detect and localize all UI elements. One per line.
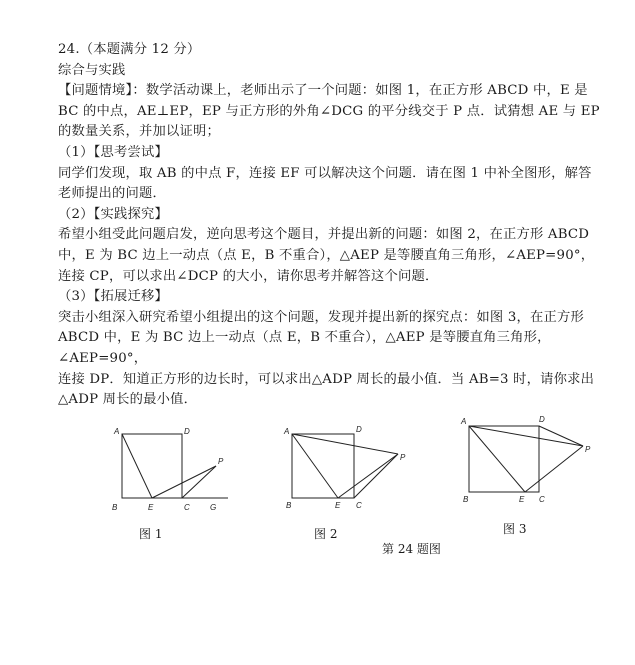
part3-line-2: ABCD 中，E 为 BC 边上一动点（点 E，B 不重合），△AEP 是等腰直角三角形，∠AEP=90°， bbox=[58, 330, 551, 366]
part3-title: （3）【拓展迁移】 bbox=[58, 289, 168, 305]
segment-ep bbox=[152, 466, 216, 498]
part1-line-2: 老师提出的问题． bbox=[58, 186, 166, 202]
figure-1 bbox=[100, 420, 240, 520]
segment-dp bbox=[539, 426, 583, 446]
point-a: A bbox=[114, 427, 120, 436]
segment-ep bbox=[525, 446, 583, 492]
segment-ep bbox=[338, 454, 398, 498]
figure-2-caption: 图 2 bbox=[314, 527, 338, 541]
point-p: P bbox=[218, 457, 224, 466]
segment-ae bbox=[292, 434, 338, 498]
segment-ap bbox=[292, 434, 398, 454]
segment-ap bbox=[469, 426, 583, 446]
section-title: 综合与实践 bbox=[58, 62, 126, 78]
figure-2-diagram bbox=[278, 418, 418, 518]
part1-title: （1）【思考尝试】 bbox=[58, 144, 168, 160]
intro-line-1: 【问题情境】：数学活动课上，老师出示了一个问题：如图 1，在正方形 ABCD 中，E 是 bbox=[58, 83, 588, 99]
square-abcd bbox=[469, 426, 539, 492]
point-e: E bbox=[335, 501, 341, 510]
bisector-cp bbox=[182, 466, 216, 498]
part3-line-3: 连接 DP．知道正方形的边长时，可以求出△ADP 周长的最小值．当 AB=3 时，请你求出 bbox=[58, 371, 595, 387]
figure-1-diagram bbox=[100, 420, 240, 520]
point-p: P bbox=[400, 453, 406, 462]
problem-header: 24.（本题满分 12 分） bbox=[58, 42, 201, 57]
point-c: C bbox=[184, 503, 190, 512]
point-e: E bbox=[519, 495, 525, 504]
segment-cp bbox=[354, 454, 398, 498]
part2-title: （2）【实践探究】 bbox=[58, 206, 168, 222]
figure-3-caption: 图 3 bbox=[503, 522, 527, 536]
figure-2 bbox=[278, 418, 418, 518]
intro-line-3: 的数量关系，并加以证明； bbox=[58, 124, 220, 140]
problem-text bbox=[58, 40, 603, 411]
part3-line-1: 突击小组深入研究希望小组提出的这个问题，发现并提出新的探究点：如图 3，在正方形 bbox=[58, 309, 584, 325]
figure-3-diagram bbox=[455, 410, 595, 510]
segment-ae bbox=[122, 434, 152, 498]
part2-line-3: 连接 CP，可以求出∠DCP 的大小，请你思考并解答这个问题． bbox=[58, 268, 439, 284]
point-e: E bbox=[148, 503, 154, 512]
point-d: D bbox=[539, 415, 545, 424]
point-b: B bbox=[286, 501, 292, 510]
point-d: D bbox=[184, 427, 190, 436]
point-c: C bbox=[539, 495, 545, 504]
figure-1-caption: 图 1 bbox=[139, 527, 163, 541]
overall-figure-caption: 第 24 题图 bbox=[382, 542, 441, 556]
point-a: A bbox=[461, 417, 467, 426]
part3-line-4: △ADP 周长的最小值． bbox=[58, 392, 198, 408]
point-d: D bbox=[356, 425, 362, 434]
part2-line-1: 希望小组受此问题启发，逆向思考这个题目，并提出新的问题：如图 2，在正方形 ABCD bbox=[58, 227, 590, 243]
part1-line-1: 同学们发现，取 AB 的中点 F，连接 EF 可以解决这个问题．请在图 1 中补全图形，解答 bbox=[58, 165, 592, 181]
point-c: C bbox=[356, 501, 362, 510]
point-b: B bbox=[463, 495, 469, 504]
square-abcd bbox=[122, 434, 182, 498]
part2-line-2: 中，E 为 BC 边上一动点（点 E，B 不重合），△AEP 是等腰直角三角形，∠AEP=90°， bbox=[58, 247, 595, 263]
point-b: B bbox=[112, 503, 118, 512]
point-g: G bbox=[210, 503, 217, 512]
segment-ae bbox=[469, 426, 525, 492]
point-a: A bbox=[284, 427, 290, 436]
figure-3 bbox=[455, 410, 595, 510]
intro-line-2: BC 的中点，AE⊥EP，EP 与正方形的外角∠DCG 的平分线交于 P 点．试猜想 AE 与 EP bbox=[58, 103, 600, 119]
point-p: P bbox=[585, 445, 591, 454]
